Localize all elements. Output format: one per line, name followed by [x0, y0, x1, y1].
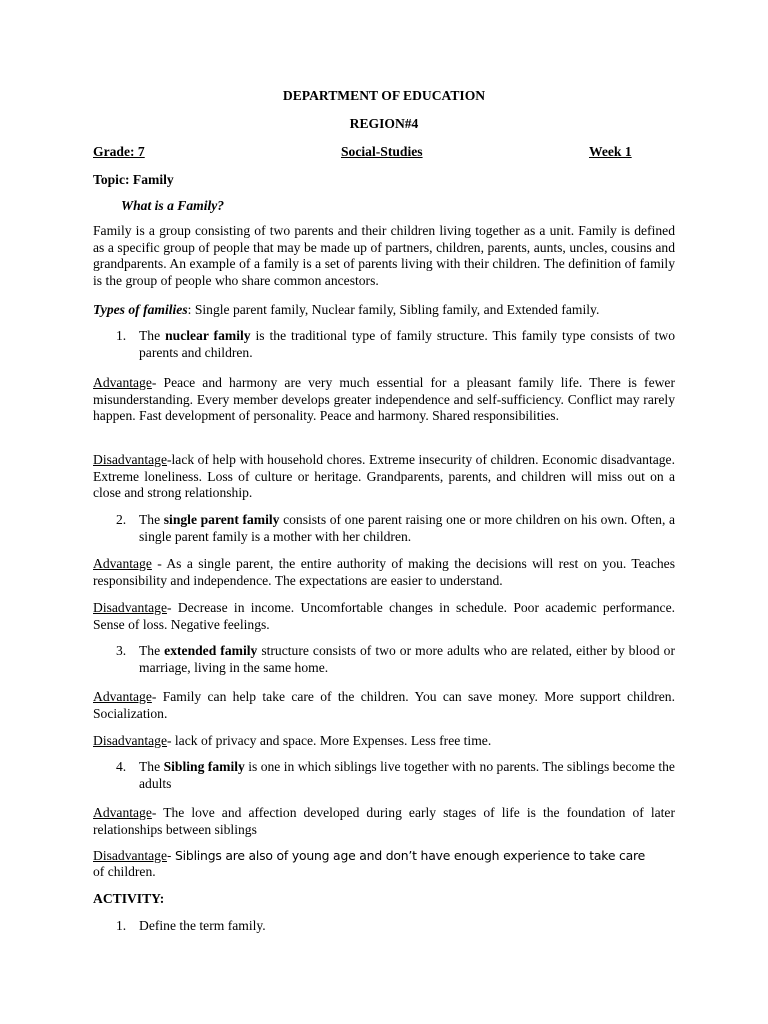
disadvantage-paragraph: [93, 452, 675, 502]
advantage-text: - Family can help take care of the children. You can save money. More support children. Socialization.: [93, 689, 675, 721]
activity-number: 1.: [116, 918, 127, 933]
disadvantage-label: Disadvantage: [93, 452, 167, 467]
grade-label: Grade: 7: [93, 144, 145, 159]
family-number: 3.: [116, 643, 127, 658]
activity-item: Define the term family.: [139, 918, 266, 933]
advantage-text: - As a single parent, the entire authority of making the decisions will rest on you. Teaches responsibility and independence. The expectations are easier to understand.: [93, 556, 675, 588]
family-term: nuclear family: [165, 328, 251, 343]
advantage-label: Advantage: [93, 805, 152, 820]
disadvantage-paragraph: [93, 848, 675, 865]
family-term: extended family: [164, 643, 258, 658]
advantage-paragraph: [93, 375, 675, 425]
region-heading: REGION#4: [349, 116, 419, 131]
family-pre: The: [139, 643, 165, 658]
advantage-text: - The love and affection developed during early stages of life is the foundation of later relationships between siblings: [93, 805, 675, 837]
advantage-paragraph: [93, 689, 675, 722]
disadvantage-paragraph: [93, 733, 675, 750]
family-description: [139, 512, 675, 545]
family-post: consists of one parent raising one or more children on his own. Often, a single parent family is a mother with her children.: [139, 512, 675, 544]
family-number: 1.: [116, 328, 127, 343]
disadvantage-text: -lack of help with household chores. Extreme insecurity of children. Economic disadvantage. Extreme loneliness. Loss of culture or heritage. Grandparents, parents, and children will miss out on a close and strong relationship.: [93, 452, 675, 500]
family-post: is the traditional type of family structure. This family type consists of two parents and children.: [139, 328, 675, 360]
disadvantage-label: Disadvantage: [93, 848, 167, 863]
disadvantage-text: - Siblings are also of young age and don’t have enough experience to take care: [166, 848, 646, 863]
week-label: Week 1: [589, 144, 632, 159]
advantage-label: Advantage: [93, 556, 152, 571]
family-pre: The: [139, 328, 166, 343]
question-heading: What is a Family?: [121, 198, 225, 213]
disadvantage-continuation: of children.: [93, 864, 156, 879]
subject-label: Social-Studies: [341, 144, 423, 159]
activity-heading: ACTIVITY:: [93, 891, 165, 906]
department-heading: DEPARTMENT OF EDUCATION: [282, 88, 486, 103]
disadvantage-paragraph: [93, 600, 675, 633]
family-description: [139, 643, 675, 676]
advantage-label: Advantage: [93, 375, 152, 390]
types-text: : Single parent family, Nuclear family, Sibling family, and Extended family.: [187, 302, 600, 317]
disadvantage-text: - Decrease in income. Uncomfortable changes in schedule. Poor academic performance. Sense of loss. Negative feelings.: [93, 600, 675, 632]
family-number: 4.: [116, 759, 127, 774]
disadvantage-text: - lack of privacy and space. More Expenses. Less free time.: [166, 733, 492, 748]
family-term: single parent family: [163, 512, 280, 527]
family-post: is one in which siblings live together with no parents. The siblings become the adults: [139, 759, 675, 791]
types-label: Types of families: [93, 302, 188, 317]
disadvantage-label: Disadvantage: [93, 733, 167, 748]
advantage-paragraph: [93, 556, 675, 589]
advantage-label: Advantage: [93, 689, 152, 704]
disadvantage-label: Disadvantage: [93, 600, 167, 615]
topic-heading: Topic: Family: [93, 172, 174, 187]
definition-paragraph: Family is a group consisting of two parents and their children living together as a unit. Family is defined as a specific group of people that may be made up of partners, children, parents, aunts, uncles, cousins and grandparents. An example of a family is a set of parents living with their children. The definition of family is the group of people who share common ancestors.: [93, 223, 675, 288]
advantage-paragraph: [93, 805, 675, 838]
family-description: [139, 759, 675, 792]
types-line: [93, 302, 675, 319]
family-pre: The: [139, 759, 164, 774]
family-description: [139, 328, 675, 361]
family-term: Sibling family: [163, 759, 245, 774]
family-number: 2.: [116, 512, 127, 527]
family-post: structure consists of two or more adults who are related, either by blood or marriage, living in the same home.: [139, 643, 675, 675]
advantage-text: - Peace and harmony are very much essential for a pleasant family life. There is fewer misunderstanding. Every member develops greater independence and self-sufficiency. Conflict may rarely happen. Fast development of personality. Peace and harmony. Shared responsibilities.: [93, 375, 675, 423]
family-pre: The: [139, 512, 164, 527]
